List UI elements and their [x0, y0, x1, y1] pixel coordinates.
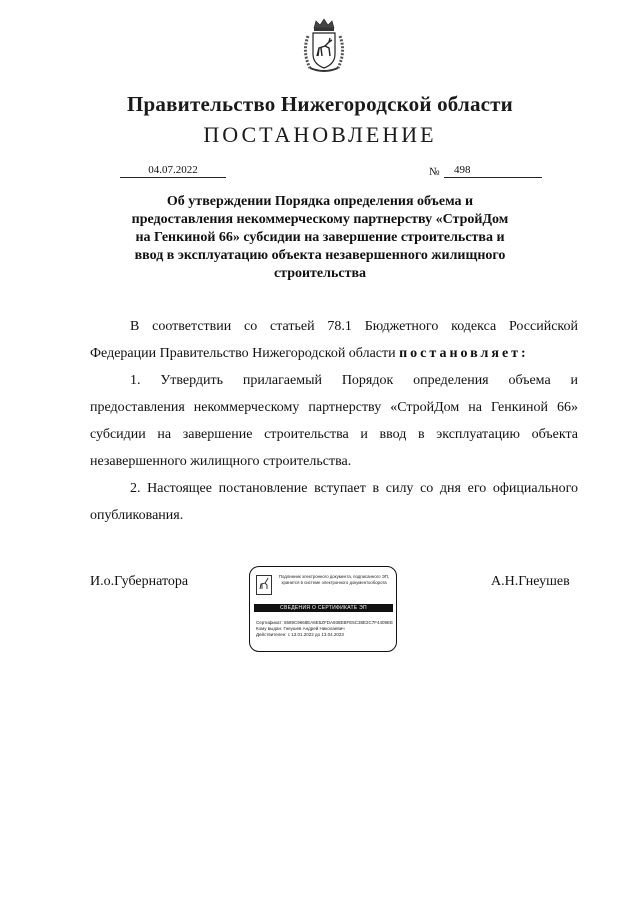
certificate-validity: Действителен: с 13.01.2022 до 13.04.2023 [256, 632, 344, 637]
subject-line: ввод в эксплуатацию объекта незавершенного жилищного [134, 248, 506, 263]
signer-position: И.о.Губернатора [90, 574, 189, 589]
document-subject [110, 193, 530, 283]
resolves-keyword: постановляет: [399, 346, 529, 361]
stamp-header-text [274, 574, 394, 586]
clause-1: 1. Утвердить прилагаемый Порядок определения объема и предоставления некоммерческому партнерству «СтройДом на Генкиной 66» субсидии на завершение строительства и ввод в эксплуатацию объекта незавершенного жилищного строительства. [90, 373, 578, 469]
coat-of-arms-icon [298, 18, 350, 76]
stamp-line: Подлинник электронного документа, подписанного ЭП, [278, 574, 390, 579]
subject-line: строительства [273, 266, 367, 281]
certificate-owner: Кому выдан: Гнеушев Андрей Николаевич [256, 626, 345, 631]
subject-line: Об утверждении Порядка определения объема и [166, 194, 474, 209]
certificate-serial: Сертификат: 6589C9668EA6E5ZFDA938EBFE5C38E2C7F4409EE [256, 620, 394, 625]
deer-emblem-icon [256, 575, 272, 595]
certificate-info-bar: СВЕДЕНИЯ О СЕРТИФИКАТЕ ЭП [254, 604, 393, 612]
signer-name: А.Н.Гнеушев [491, 574, 570, 589]
document-body [90, 313, 578, 529]
document-number: 498 [444, 164, 542, 178]
document-date: 04.07.2022 [120, 164, 226, 178]
clause-2: 2. Настоящее постановление вступает в силу со дня его официального опубликования. [90, 481, 578, 523]
certificate-details [256, 620, 394, 638]
stamp-line: хранится в системе электронного документооборота [281, 580, 387, 585]
subject-line: предоставления некоммерческому партнерству «СтройДом [131, 212, 509, 227]
subject-line: на Генкиной 66» субсидии на завершение строительства и [135, 230, 505, 245]
number-label: № [429, 166, 440, 178]
electronic-signature-stamp [249, 566, 397, 652]
preamble-text: В соответствии со статьей 78.1 Бюджетного кодекса Российской Федерации Правительство Нижегородской области [90, 319, 578, 361]
stamp-header [254, 573, 392, 595]
preamble-paragraph [90, 313, 578, 367]
government-title: Правительство Нижегородской области [127, 92, 513, 116]
document-type: ПОСТАНОВЛЕНИЕ [203, 122, 437, 147]
